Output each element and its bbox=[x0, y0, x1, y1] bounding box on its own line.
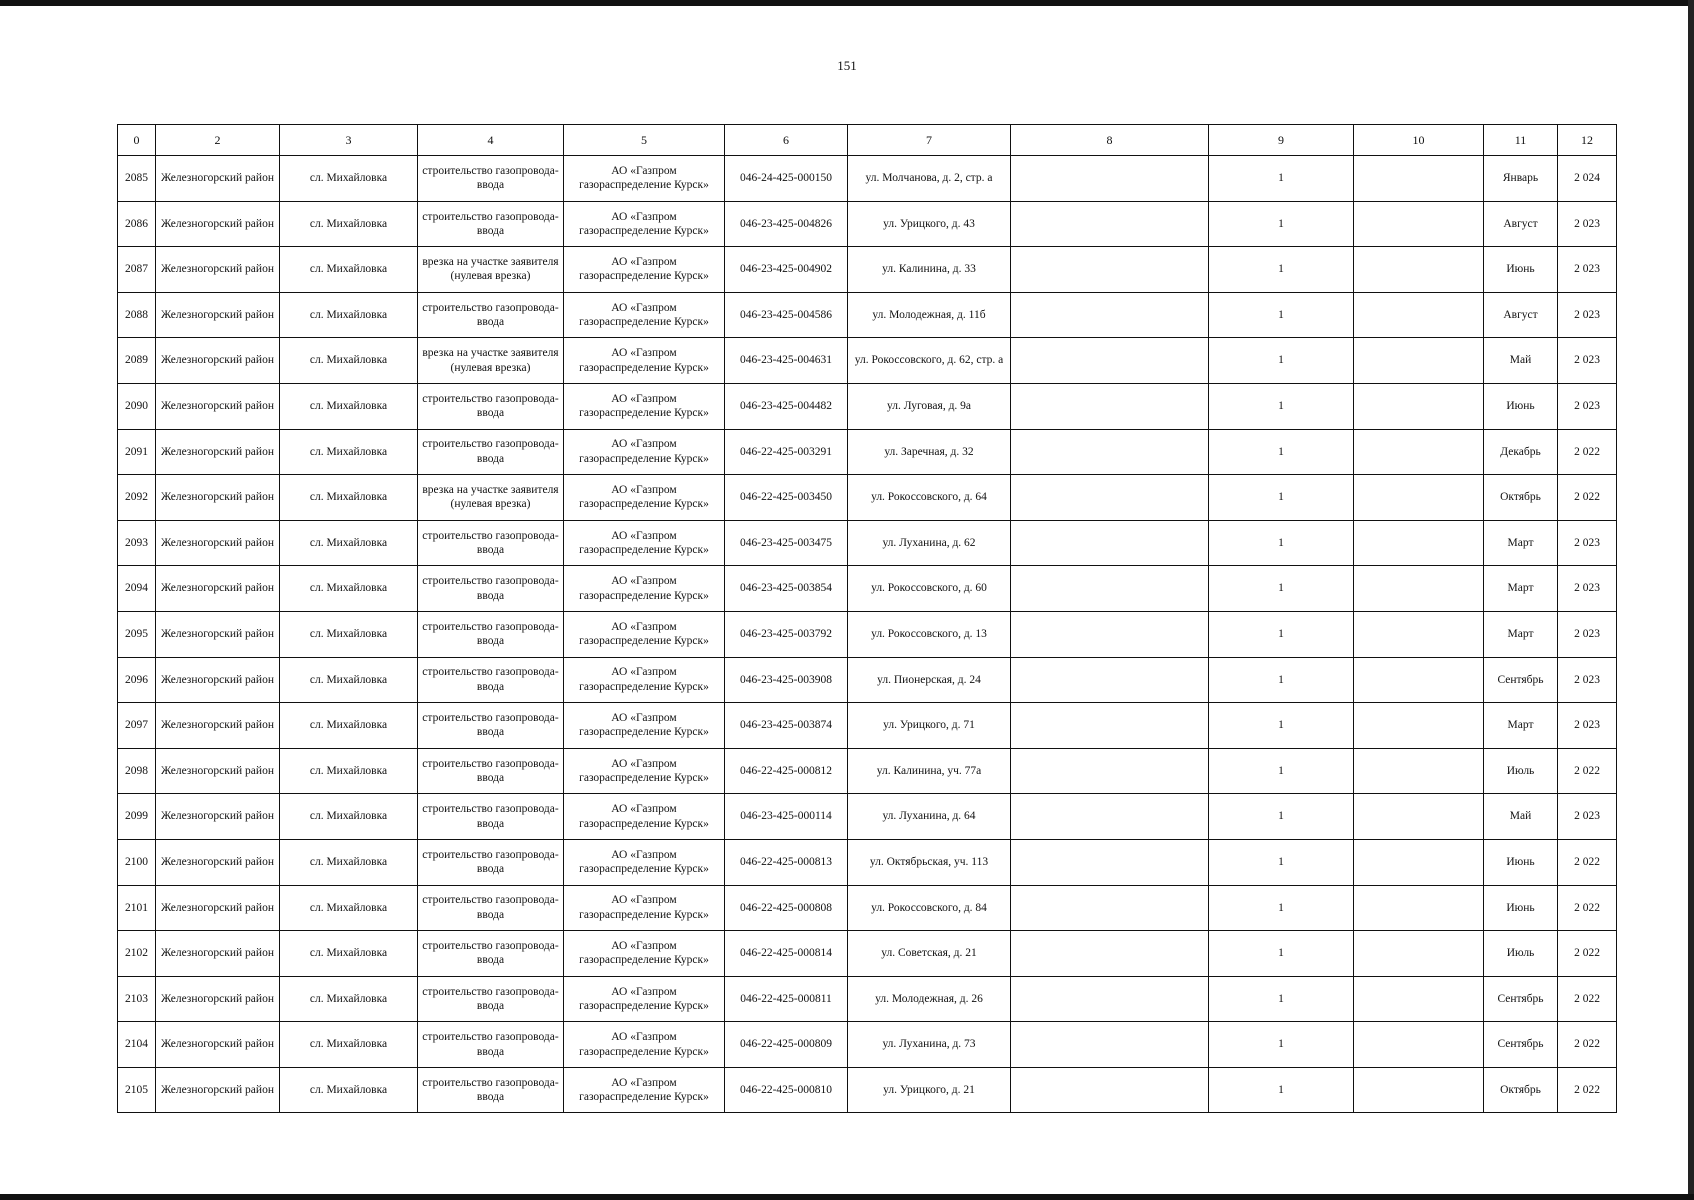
organization-cell: АО «Газпром газораспределение Курск» bbox=[564, 566, 725, 612]
code-cell: 046-22-425-003450 bbox=[725, 475, 848, 521]
column-header: 0 bbox=[118, 125, 156, 156]
object-cell: строительство газопровода-ввода bbox=[418, 931, 564, 977]
address-cell: ул. Рокоссовского, д. 13 bbox=[848, 611, 1011, 657]
district-cell: Железногорский район bbox=[156, 429, 280, 475]
row-number: 2101 bbox=[118, 885, 156, 931]
object-cell: врезка на участке заявителя (нулевая врезка) bbox=[418, 247, 564, 293]
district-cell: Железногорский район bbox=[156, 611, 280, 657]
district-cell: Железногорский район bbox=[156, 156, 280, 202]
settlement-cell: сл. Михайловка bbox=[280, 383, 418, 429]
col8-cell bbox=[1011, 976, 1209, 1022]
month-cell: Июль bbox=[1484, 748, 1558, 794]
organization-cell: АО «Газпром газораспределение Курск» bbox=[564, 703, 725, 749]
code-cell: 046-23-425-003475 bbox=[725, 520, 848, 566]
month-cell: Май bbox=[1484, 338, 1558, 384]
col10-cell bbox=[1354, 520, 1484, 566]
quantity-cell: 1 bbox=[1209, 794, 1354, 840]
month-cell: Июнь bbox=[1484, 247, 1558, 293]
table-row bbox=[118, 292, 1617, 338]
scan-edge-top bbox=[0, 0, 1694, 6]
month-cell: Октябрь bbox=[1484, 1067, 1558, 1113]
col8-cell bbox=[1011, 748, 1209, 794]
address-cell: ул. Заречная, д. 32 bbox=[848, 429, 1011, 475]
col8-cell bbox=[1011, 703, 1209, 749]
organization-cell: АО «Газпром газораспределение Курск» bbox=[564, 292, 725, 338]
table-body bbox=[118, 156, 1617, 1113]
organization-cell: АО «Газпром газораспределение Курск» bbox=[564, 156, 725, 202]
quantity-cell: 1 bbox=[1209, 748, 1354, 794]
address-cell: ул. Пионерская, д. 24 bbox=[848, 657, 1011, 703]
row-number: 2085 bbox=[118, 156, 156, 202]
table-row bbox=[118, 931, 1617, 977]
row-number: 2097 bbox=[118, 703, 156, 749]
organization-cell: АО «Газпром газораспределение Курск» bbox=[564, 839, 725, 885]
scan-edge-bottom bbox=[0, 1194, 1694, 1200]
code-cell: 046-23-425-004826 bbox=[725, 201, 848, 247]
column-header: 2 bbox=[156, 125, 280, 156]
month-cell: Май bbox=[1484, 794, 1558, 840]
month-cell: Июнь bbox=[1484, 885, 1558, 931]
col10-cell bbox=[1354, 1022, 1484, 1068]
col8-cell bbox=[1011, 794, 1209, 840]
month-cell: Март bbox=[1484, 703, 1558, 749]
district-cell: Железногорский район bbox=[156, 885, 280, 931]
object-cell: строительство газопровода-ввода bbox=[418, 611, 564, 657]
quantity-cell: 1 bbox=[1209, 703, 1354, 749]
row-number: 2102 bbox=[118, 931, 156, 977]
col8-cell bbox=[1011, 566, 1209, 612]
month-cell: Июль bbox=[1484, 931, 1558, 977]
table-row bbox=[118, 885, 1617, 931]
quantity-cell: 1 bbox=[1209, 156, 1354, 202]
year-cell: 2 023 bbox=[1558, 520, 1617, 566]
row-number: 2104 bbox=[118, 1022, 156, 1068]
object-cell: врезка на участке заявителя (нулевая врезка) bbox=[418, 475, 564, 521]
settlement-cell: сл. Михайловка bbox=[280, 247, 418, 293]
col8-cell bbox=[1011, 931, 1209, 977]
row-number: 2093 bbox=[118, 520, 156, 566]
address-cell: ул. Урицкого, д. 21 bbox=[848, 1067, 1011, 1113]
col10-cell bbox=[1354, 703, 1484, 749]
column-header: 4 bbox=[418, 125, 564, 156]
address-cell: ул. Молчанова, д. 2, стр. а bbox=[848, 156, 1011, 202]
code-cell: 046-22-425-000813 bbox=[725, 839, 848, 885]
district-cell: Железногорский район bbox=[156, 566, 280, 612]
year-cell: 2 022 bbox=[1558, 475, 1617, 521]
year-cell: 2 024 bbox=[1558, 156, 1617, 202]
col10-cell bbox=[1354, 839, 1484, 885]
col8-cell bbox=[1011, 292, 1209, 338]
object-cell: строительство газопровода-ввода bbox=[418, 383, 564, 429]
year-cell: 2 022 bbox=[1558, 748, 1617, 794]
table-row bbox=[118, 794, 1617, 840]
code-cell: 046-23-425-004631 bbox=[725, 338, 848, 384]
address-cell: ул. Молодежная, д. 11б bbox=[848, 292, 1011, 338]
col8-cell bbox=[1011, 383, 1209, 429]
address-cell: ул. Калинина, д. 33 bbox=[848, 247, 1011, 293]
quantity-cell: 1 bbox=[1209, 566, 1354, 612]
table-row bbox=[118, 1067, 1617, 1113]
year-cell: 2 022 bbox=[1558, 931, 1617, 977]
address-cell: ул. Советская, д. 21 bbox=[848, 931, 1011, 977]
year-cell: 2 023 bbox=[1558, 657, 1617, 703]
district-cell: Железногорский район bbox=[156, 1022, 280, 1068]
year-cell: 2 022 bbox=[1558, 1067, 1617, 1113]
code-cell: 046-22-425-000814 bbox=[725, 931, 848, 977]
object-cell: строительство газопровода-ввода bbox=[418, 429, 564, 475]
district-cell: Железногорский район bbox=[156, 1067, 280, 1113]
month-cell: Июнь bbox=[1484, 383, 1558, 429]
settlement-cell: сл. Михайловка bbox=[280, 1067, 418, 1113]
table-row bbox=[118, 976, 1617, 1022]
col10-cell bbox=[1354, 247, 1484, 293]
object-cell: строительство газопровода-ввода bbox=[418, 885, 564, 931]
district-cell: Железногорский район bbox=[156, 292, 280, 338]
month-cell: Сентябрь bbox=[1484, 657, 1558, 703]
quantity-cell: 1 bbox=[1209, 520, 1354, 566]
year-cell: 2 023 bbox=[1558, 338, 1617, 384]
col8-cell bbox=[1011, 839, 1209, 885]
col8-cell bbox=[1011, 657, 1209, 703]
year-cell: 2 022 bbox=[1558, 839, 1617, 885]
quantity-cell: 1 bbox=[1209, 611, 1354, 657]
code-cell: 046-24-425-000150 bbox=[725, 156, 848, 202]
code-cell: 046-22-425-000810 bbox=[725, 1067, 848, 1113]
row-number: 2098 bbox=[118, 748, 156, 794]
col10-cell bbox=[1354, 383, 1484, 429]
quantity-cell: 1 bbox=[1209, 429, 1354, 475]
month-cell: Октябрь bbox=[1484, 475, 1558, 521]
col10-cell bbox=[1354, 566, 1484, 612]
col10-cell bbox=[1354, 611, 1484, 657]
col10-cell bbox=[1354, 748, 1484, 794]
code-cell: 046-23-425-004482 bbox=[725, 383, 848, 429]
object-cell: строительство газопровода-ввода bbox=[418, 657, 564, 703]
district-cell: Железногорский район bbox=[156, 475, 280, 521]
address-cell: ул. Урицкого, д. 71 bbox=[848, 703, 1011, 749]
address-cell: ул. Рокоссовского, д. 64 bbox=[848, 475, 1011, 521]
table-row bbox=[118, 247, 1617, 293]
organization-cell: АО «Газпром газораспределение Курск» bbox=[564, 247, 725, 293]
object-cell: строительство газопровода-ввода bbox=[418, 520, 564, 566]
settlement-cell: сл. Михайловка bbox=[280, 201, 418, 247]
code-cell: 046-23-425-003908 bbox=[725, 657, 848, 703]
district-cell: Железногорский район bbox=[156, 247, 280, 293]
col8-cell bbox=[1011, 201, 1209, 247]
month-cell: Март bbox=[1484, 611, 1558, 657]
table-row bbox=[118, 566, 1617, 612]
row-number: 2094 bbox=[118, 566, 156, 612]
settlement-cell: сл. Михайловка bbox=[280, 703, 418, 749]
col8-cell bbox=[1011, 520, 1209, 566]
address-cell: ул. Молодежная, д. 26 bbox=[848, 976, 1011, 1022]
object-cell: строительство газопровода-ввода bbox=[418, 1067, 564, 1113]
col8-cell bbox=[1011, 247, 1209, 293]
address-cell: ул. Рокоссовского, д. 60 bbox=[848, 566, 1011, 612]
object-cell: строительство газопровода-ввода bbox=[418, 703, 564, 749]
quantity-cell: 1 bbox=[1209, 931, 1354, 977]
col8-cell bbox=[1011, 156, 1209, 202]
month-cell: Июнь bbox=[1484, 839, 1558, 885]
object-cell: строительство газопровода-ввода bbox=[418, 839, 564, 885]
district-cell: Железногорский район bbox=[156, 657, 280, 703]
organization-cell: АО «Газпром газораспределение Курск» bbox=[564, 520, 725, 566]
code-cell: 046-23-425-003854 bbox=[725, 566, 848, 612]
organization-cell: АО «Газпром газораспределение Курск» bbox=[564, 338, 725, 384]
organization-cell: АО «Газпром газораспределение Курск» bbox=[564, 611, 725, 657]
address-cell: ул. Калинина, уч. 77а bbox=[848, 748, 1011, 794]
settlement-cell: сл. Михайловка bbox=[280, 794, 418, 840]
col8-cell bbox=[1011, 1067, 1209, 1113]
column-header: 3 bbox=[280, 125, 418, 156]
address-cell: ул. Луханина, д. 73 bbox=[848, 1022, 1011, 1068]
organization-cell: АО «Газпром газораспределение Курск» bbox=[564, 931, 725, 977]
district-cell: Железногорский район bbox=[156, 383, 280, 429]
code-cell: 046-23-425-004902 bbox=[725, 247, 848, 293]
col10-cell bbox=[1354, 931, 1484, 977]
district-cell: Железногорский район bbox=[156, 703, 280, 749]
quantity-cell: 1 bbox=[1209, 657, 1354, 703]
settlement-cell: сл. Михайловка bbox=[280, 611, 418, 657]
object-cell: строительство газопровода-ввода bbox=[418, 1022, 564, 1068]
row-number: 2090 bbox=[118, 383, 156, 429]
column-header: 9 bbox=[1209, 125, 1354, 156]
district-cell: Железногорский район bbox=[156, 520, 280, 566]
col10-cell bbox=[1354, 201, 1484, 247]
organization-cell: АО «Газпром газораспределение Курск» bbox=[564, 1022, 725, 1068]
col10-cell bbox=[1354, 794, 1484, 840]
year-cell: 2 023 bbox=[1558, 566, 1617, 612]
col8-cell bbox=[1011, 429, 1209, 475]
organization-cell: АО «Газпром газораспределение Курск» bbox=[564, 657, 725, 703]
col8-cell bbox=[1011, 338, 1209, 384]
page-number: 151 bbox=[837, 58, 857, 73]
object-cell: врезка на участке заявителя (нулевая врезка) bbox=[418, 338, 564, 384]
object-cell: строительство газопровода-ввода bbox=[418, 748, 564, 794]
address-cell: ул. Рокоссовского, д. 62, стр. а bbox=[848, 338, 1011, 384]
district-cell: Железногорский район bbox=[156, 201, 280, 247]
district-cell: Железногорский район bbox=[156, 748, 280, 794]
organization-cell: АО «Газпром газораспределение Курск» bbox=[564, 1067, 725, 1113]
quantity-cell: 1 bbox=[1209, 247, 1354, 293]
quantity-cell: 1 bbox=[1209, 383, 1354, 429]
row-number: 2089 bbox=[118, 338, 156, 384]
settlement-cell: сл. Михайловка bbox=[280, 338, 418, 384]
row-number: 2103 bbox=[118, 976, 156, 1022]
organization-cell: АО «Газпром газораспределение Курск» bbox=[564, 885, 725, 931]
year-cell: 2 023 bbox=[1558, 292, 1617, 338]
district-cell: Железногорский район bbox=[156, 338, 280, 384]
year-cell: 2 023 bbox=[1558, 703, 1617, 749]
settlement-cell: сл. Михайловка bbox=[280, 566, 418, 612]
object-cell: строительство газопровода-ввода bbox=[418, 156, 564, 202]
col10-cell bbox=[1354, 156, 1484, 202]
organization-cell: АО «Газпром газораспределение Курск» bbox=[564, 748, 725, 794]
col10-cell bbox=[1354, 657, 1484, 703]
year-cell: 2 023 bbox=[1558, 201, 1617, 247]
district-cell: Железногорский район bbox=[156, 931, 280, 977]
settlement-cell: сл. Михайловка bbox=[280, 429, 418, 475]
table-row bbox=[118, 429, 1617, 475]
table-row bbox=[118, 1022, 1617, 1068]
col10-cell bbox=[1354, 338, 1484, 384]
row-number: 2096 bbox=[118, 657, 156, 703]
month-cell: Сентябрь bbox=[1484, 1022, 1558, 1068]
quantity-cell: 1 bbox=[1209, 338, 1354, 384]
quantity-cell: 1 bbox=[1209, 292, 1354, 338]
scan-edge-right bbox=[1688, 0, 1694, 1200]
month-cell: Март bbox=[1484, 520, 1558, 566]
settlement-cell: сл. Михайловка bbox=[280, 292, 418, 338]
row-number: 2099 bbox=[118, 794, 156, 840]
column-header: 5 bbox=[564, 125, 725, 156]
district-cell: Железногорский район bbox=[156, 976, 280, 1022]
year-cell: 2 022 bbox=[1558, 976, 1617, 1022]
organization-cell: АО «Газпром газораспределение Курск» bbox=[564, 429, 725, 475]
register-table bbox=[117, 124, 1617, 1113]
district-cell: Железногорский район bbox=[156, 839, 280, 885]
settlement-cell: сл. Михайловка bbox=[280, 156, 418, 202]
address-cell: ул. Луговая, д. 9а bbox=[848, 383, 1011, 429]
col8-cell bbox=[1011, 475, 1209, 521]
col10-cell bbox=[1354, 976, 1484, 1022]
settlement-cell: сл. Михайловка bbox=[280, 520, 418, 566]
settlement-cell: сл. Михайловка bbox=[280, 931, 418, 977]
quantity-cell: 1 bbox=[1209, 976, 1354, 1022]
table-row bbox=[118, 703, 1617, 749]
address-cell: ул. Урицкого, д. 43 bbox=[848, 201, 1011, 247]
month-cell: Январь bbox=[1484, 156, 1558, 202]
code-cell: 046-23-425-003874 bbox=[725, 703, 848, 749]
district-cell: Железногорский район bbox=[156, 794, 280, 840]
table-row bbox=[118, 201, 1617, 247]
code-cell: 046-22-425-003291 bbox=[725, 429, 848, 475]
year-cell: 2 023 bbox=[1558, 611, 1617, 657]
quantity-cell: 1 bbox=[1209, 201, 1354, 247]
col10-cell bbox=[1354, 475, 1484, 521]
row-number: 2100 bbox=[118, 839, 156, 885]
table-row bbox=[118, 156, 1617, 202]
col10-cell bbox=[1354, 429, 1484, 475]
settlement-cell: сл. Михайловка bbox=[280, 475, 418, 521]
table-row bbox=[118, 657, 1617, 703]
code-cell: 046-23-425-003792 bbox=[725, 611, 848, 657]
column-header: 8 bbox=[1011, 125, 1209, 156]
row-number: 2091 bbox=[118, 429, 156, 475]
organization-cell: АО «Газпром газораспределение Курск» bbox=[564, 201, 725, 247]
table-row bbox=[118, 338, 1617, 384]
settlement-cell: сл. Михайловка bbox=[280, 657, 418, 703]
settlement-cell: сл. Михайловка bbox=[280, 1022, 418, 1068]
organization-cell: АО «Газпром газораспределение Курск» bbox=[564, 976, 725, 1022]
month-cell: Август bbox=[1484, 292, 1558, 338]
year-cell: 2 023 bbox=[1558, 247, 1617, 293]
settlement-cell: сл. Михайловка bbox=[280, 748, 418, 794]
col8-cell bbox=[1011, 1022, 1209, 1068]
quantity-cell: 1 bbox=[1209, 475, 1354, 521]
row-number: 2088 bbox=[118, 292, 156, 338]
address-cell: ул. Луханина, д. 62 bbox=[848, 520, 1011, 566]
settlement-cell: сл. Михайловка bbox=[280, 976, 418, 1022]
object-cell: строительство газопровода-ввода bbox=[418, 976, 564, 1022]
table-row bbox=[118, 520, 1617, 566]
header-row bbox=[118, 125, 1617, 156]
table-row bbox=[118, 748, 1617, 794]
year-cell: 2 022 bbox=[1558, 885, 1617, 931]
row-number: 2087 bbox=[118, 247, 156, 293]
address-cell: ул. Рокоссовского, д. 84 bbox=[848, 885, 1011, 931]
object-cell: строительство газопровода-ввода bbox=[418, 794, 564, 840]
year-cell: 2 022 bbox=[1558, 1022, 1617, 1068]
code-cell: 046-23-425-000114 bbox=[725, 794, 848, 840]
table-row bbox=[118, 839, 1617, 885]
code-cell: 046-22-425-000812 bbox=[725, 748, 848, 794]
year-cell: 2 023 bbox=[1558, 383, 1617, 429]
col8-cell bbox=[1011, 885, 1209, 931]
row-number: 2092 bbox=[118, 475, 156, 521]
table-row bbox=[118, 475, 1617, 521]
month-cell: Август bbox=[1484, 201, 1558, 247]
object-cell: строительство газопровода-ввода bbox=[418, 292, 564, 338]
row-number: 2095 bbox=[118, 611, 156, 657]
code-cell: 046-22-425-000809 bbox=[725, 1022, 848, 1068]
address-cell: ул. Октябрьская, уч. 113 bbox=[848, 839, 1011, 885]
col10-cell bbox=[1354, 292, 1484, 338]
settlement-cell: сл. Михайловка bbox=[280, 839, 418, 885]
object-cell: строительство газопровода-ввода bbox=[418, 201, 564, 247]
column-header: 6 bbox=[725, 125, 848, 156]
year-cell: 2 022 bbox=[1558, 429, 1617, 475]
organization-cell: АО «Газпром газораспределение Курск» bbox=[564, 794, 725, 840]
quantity-cell: 1 bbox=[1209, 885, 1354, 931]
address-cell: ул. Луханина, д. 64 bbox=[848, 794, 1011, 840]
organization-cell: АО «Газпром газораспределение Курск» bbox=[564, 383, 725, 429]
organization-cell: АО «Газпром газораспределение Курск» bbox=[564, 475, 725, 521]
month-cell: Декабрь bbox=[1484, 429, 1558, 475]
quantity-cell: 1 bbox=[1209, 1067, 1354, 1113]
settlement-cell: сл. Михайловка bbox=[280, 885, 418, 931]
object-cell: строительство газопровода-ввода bbox=[418, 566, 564, 612]
column-header: 11 bbox=[1484, 125, 1558, 156]
code-cell: 046-22-425-000808 bbox=[725, 885, 848, 931]
code-cell: 046-23-425-004586 bbox=[725, 292, 848, 338]
month-cell: Март bbox=[1484, 566, 1558, 612]
month-cell: Сентябрь bbox=[1484, 976, 1558, 1022]
code-cell: 046-22-425-000811 bbox=[725, 976, 848, 1022]
col8-cell bbox=[1011, 611, 1209, 657]
col10-cell bbox=[1354, 885, 1484, 931]
row-number: 2086 bbox=[118, 201, 156, 247]
table-row bbox=[118, 611, 1617, 657]
column-header: 12 bbox=[1558, 125, 1617, 156]
column-header: 10 bbox=[1354, 125, 1484, 156]
column-header: 7 bbox=[848, 125, 1011, 156]
quantity-cell: 1 bbox=[1209, 839, 1354, 885]
col10-cell bbox=[1354, 1067, 1484, 1113]
year-cell: 2 023 bbox=[1558, 794, 1617, 840]
row-number: 2105 bbox=[118, 1067, 156, 1113]
table-row bbox=[118, 383, 1617, 429]
quantity-cell: 1 bbox=[1209, 1022, 1354, 1068]
